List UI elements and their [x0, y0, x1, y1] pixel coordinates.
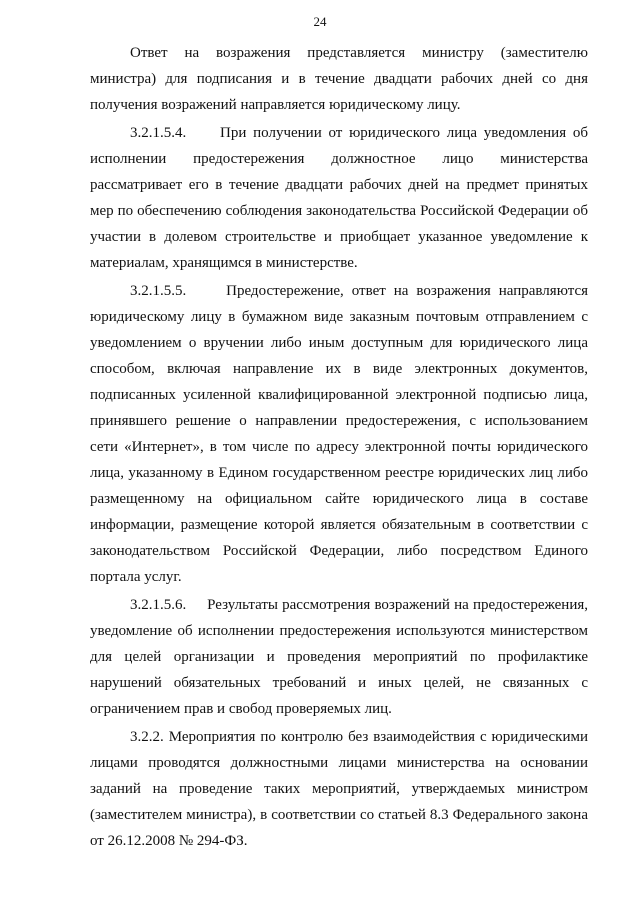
- paragraph-text: Ответ на возражения представляется министру (заместителю министра) для подписания и в течение двадцати рабочих дней со дня получения возражений направляется юридическому лицу.: [90, 45, 588, 113]
- paragraph-text: Мероприятия по контролю без взаимодействия с юридическими лицами проводятся должностными лицами министерства на основании заданий на проведение таких мероприятий, утверждаемых министром (заместителем министра), в соответствии со статьей 8.3 Федерального закона от 26.12.2008 № 294-ФЗ.: [90, 729, 589, 849]
- clause-number: 3.2.1.5.4.: [130, 125, 187, 141]
- clause-number: 3.2.2.: [130, 729, 164, 745]
- paragraph-text: Результаты рассмотрения возражений на предостережения, уведомление об исполнении предостережения используются министерством для целей организации и проведения мероприятий по профилактике нарушений обязательных требований и иных целей, не связанных с ограничением прав и свобод проверяемых лиц.: [90, 597, 589, 717]
- paragraph-objection-response: [90, 40, 588, 118]
- paragraph-3-2-2: [90, 724, 588, 854]
- paragraph-3-2-1-5-4: [90, 120, 588, 276]
- paragraph-3-2-1-5-5: [90, 278, 588, 590]
- paragraph-text: При получении от юридического лица уведомления об исполнении предостережения должностное лицо министерства рассматривает его в течение двадцати рабочих дней на предмет принятых мер по обеспечению соблюдения законодательства Российской Федерации об участии в долевом строительстве и приобщает указанное уведомление к материалам, хранящимся в министерстве.: [90, 125, 588, 271]
- clause-number: 3.2.1.5.5.: [130, 283, 187, 299]
- page-number: 24: [313, 14, 327, 29]
- paragraph-text: Предостережение, ответ на возражения направляются юридическому лицу в бумажном виде заказным почтовым отправлением с уведомлением о вручении либо иным доступным для юридического лица способом, включая направление их в виде электронных документов, подписанных усиленной квалифицированной электронной подписью лица, принявшего решение о направлении предостережения, с использованием сети «Интернет», в том числе по адресу электронной почты юридического лица, указанному в Едином государственном реестре юридических лиц либо размещенному на официальном сайте юридического лица в составе информации, размещение которой является обязательным в соответствии с законодательством Российской Федерации, либо посредством Единого портала услуг.: [90, 283, 588, 585]
- clause-number: 3.2.1.5.6.: [130, 597, 187, 613]
- document-body: [90, 40, 588, 854]
- paragraph-3-2-1-5-6: [90, 592, 588, 722]
